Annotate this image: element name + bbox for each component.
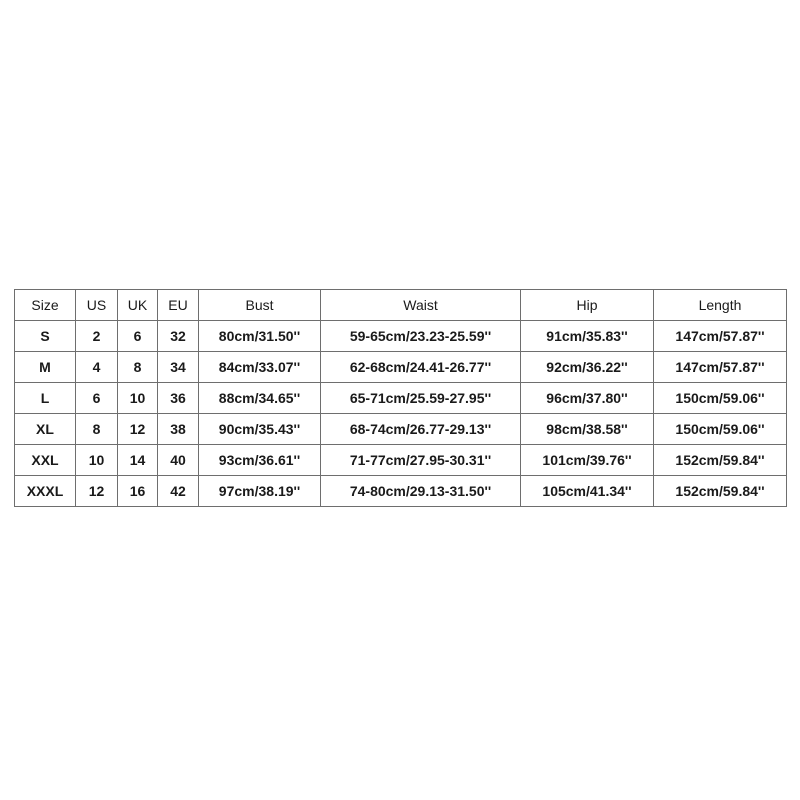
- eu-cell: 38: [158, 414, 199, 445]
- header-length: Length: [654, 290, 787, 321]
- size-cell: S: [15, 321, 76, 352]
- uk-cell: 12: [118, 414, 158, 445]
- table-row: [15, 321, 787, 352]
- eu-cell: 34: [158, 352, 199, 383]
- table-row: [15, 352, 787, 383]
- waist-cell: 74-80cm/29.13-31.50'': [321, 476, 521, 507]
- eu-cell: 36: [158, 383, 199, 414]
- size-cell: M: [15, 352, 76, 383]
- table-row: [15, 445, 787, 476]
- uk-cell: 6: [118, 321, 158, 352]
- uk-cell: 8: [118, 352, 158, 383]
- waist-cell: 68-74cm/26.77-29.13'': [321, 414, 521, 445]
- size-cell: L: [15, 383, 76, 414]
- header-uk: UK: [118, 290, 158, 321]
- size-cell: XL: [15, 414, 76, 445]
- uk-cell: 16: [118, 476, 158, 507]
- waist-cell: 65-71cm/25.59-27.95'': [321, 383, 521, 414]
- length-cell: 147cm/57.87'': [654, 321, 787, 352]
- header-row: [15, 290, 787, 321]
- header-bust: Bust: [199, 290, 321, 321]
- us-cell: 8: [76, 414, 118, 445]
- uk-cell: 14: [118, 445, 158, 476]
- hip-cell: 105cm/41.34'': [521, 476, 654, 507]
- bust-cell: 93cm/36.61'': [199, 445, 321, 476]
- eu-cell: 42: [158, 476, 199, 507]
- length-cell: 152cm/59.84'': [654, 445, 787, 476]
- us-cell: 10: [76, 445, 118, 476]
- length-cell: 150cm/59.06'': [654, 383, 787, 414]
- header-hip: Hip: [521, 290, 654, 321]
- bust-cell: 88cm/34.65'': [199, 383, 321, 414]
- waist-cell: 71-77cm/27.95-30.31'': [321, 445, 521, 476]
- hip-cell: 92cm/36.22'': [521, 352, 654, 383]
- bust-cell: 97cm/38.19'': [199, 476, 321, 507]
- table-row: [15, 476, 787, 507]
- length-cell: 152cm/59.84'': [654, 476, 787, 507]
- size-cell: XXXL: [15, 476, 76, 507]
- length-cell: 150cm/59.06'': [654, 414, 787, 445]
- length-cell: 147cm/57.87'': [654, 352, 787, 383]
- bust-cell: 84cm/33.07'': [199, 352, 321, 383]
- hip-cell: 96cm/37.80'': [521, 383, 654, 414]
- eu-cell: 40: [158, 445, 199, 476]
- header-us: US: [76, 290, 118, 321]
- hip-cell: 91cm/35.83'': [521, 321, 654, 352]
- size-cell: XXL: [15, 445, 76, 476]
- header-size: Size: [15, 290, 76, 321]
- waist-cell: 62-68cm/24.41-26.77'': [321, 352, 521, 383]
- hip-cell: 98cm/38.58'': [521, 414, 654, 445]
- waist-cell: 59-65cm/23.23-25.59'': [321, 321, 521, 352]
- hip-cell: 101cm/39.76'': [521, 445, 654, 476]
- table-row: [15, 383, 787, 414]
- header-eu: EU: [158, 290, 199, 321]
- header-waist: Waist: [321, 290, 521, 321]
- uk-cell: 10: [118, 383, 158, 414]
- us-cell: 2: [76, 321, 118, 352]
- us-cell: 6: [76, 383, 118, 414]
- us-cell: 4: [76, 352, 118, 383]
- eu-cell: 32: [158, 321, 199, 352]
- size-chart-table: [14, 289, 787, 507]
- table-row: [15, 414, 787, 445]
- bust-cell: 90cm/35.43'': [199, 414, 321, 445]
- bust-cell: 80cm/31.50'': [199, 321, 321, 352]
- us-cell: 12: [76, 476, 118, 507]
